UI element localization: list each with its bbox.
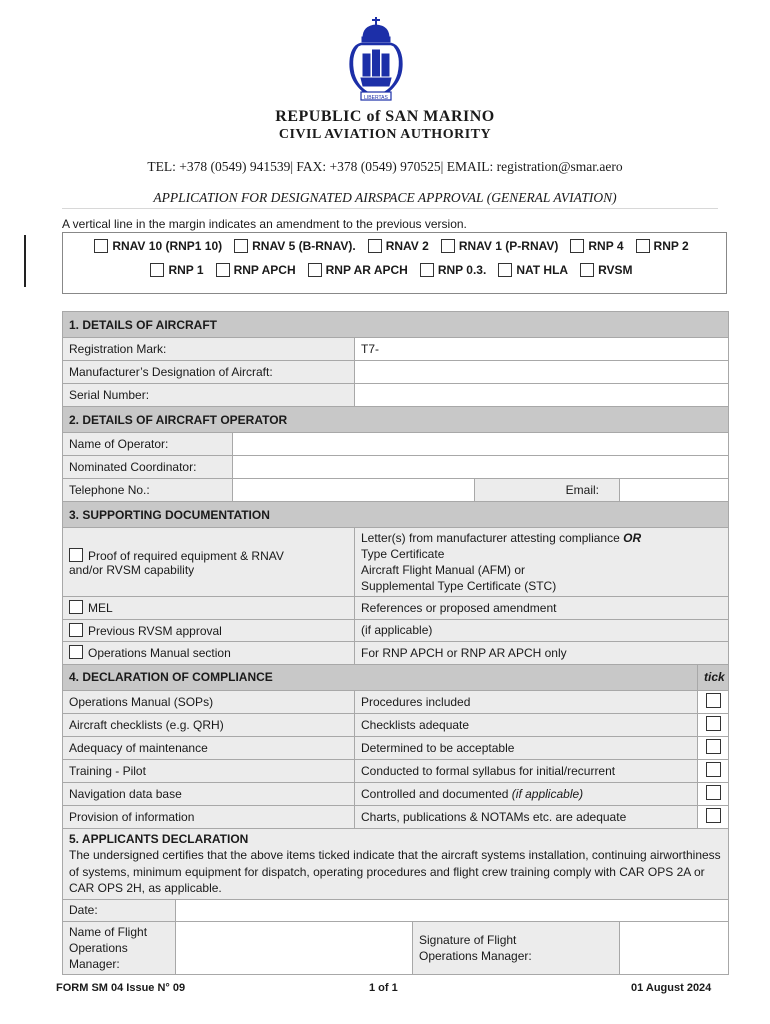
section-heading-aircraft: 1. DETAILS OF AIRCRAFT — [63, 312, 729, 338]
doc-operations-manual[interactable]: Operations Manual section — [63, 642, 355, 665]
label-telephone: Telephone No.: — [63, 479, 233, 502]
field-serial-number[interactable] — [355, 384, 729, 407]
compliance-criterion: Conducted to formal syllabus for initial/recurrent — [355, 759, 698, 782]
label-manufacturer-designation: Manufacturer’s Designation of Aircraft: — [63, 361, 355, 384]
checkbox-rnav2[interactable]: RNAV 2 — [368, 239, 429, 253]
checkbox-icon[interactable] — [706, 716, 721, 731]
checkbox-icon[interactable] — [498, 263, 512, 277]
tick-column-header: tick — [698, 664, 729, 690]
checkbox-icon[interactable] — [150, 263, 164, 277]
doc-mel[interactable]: MEL — [63, 597, 355, 620]
checkbox-icon[interactable] — [69, 645, 83, 659]
label-date: Date: — [63, 899, 176, 921]
compliance-tick[interactable] — [698, 759, 729, 782]
field-manufacturer-designation[interactable] — [355, 361, 729, 384]
field-operator-name[interactable] — [233, 433, 729, 456]
footer-page-number: 1 of 1 — [369, 982, 398, 994]
compliance-criterion: Procedures included — [355, 690, 698, 713]
checkbox-icon[interactable] — [420, 263, 434, 277]
checkbox-icon[interactable] — [570, 239, 584, 253]
checkbox-icon[interactable] — [69, 600, 83, 614]
checkbox-icon[interactable] — [308, 263, 322, 277]
label-name-flight-ops-manager: Name of Flight Operations Manager: — [63, 921, 176, 974]
divider — [62, 208, 718, 209]
checkbox-rnp-ar-apch[interactable]: RNP AR APCH — [308, 263, 408, 277]
checkbox-rvsm[interactable]: RVSM — [580, 263, 632, 277]
compliance-criterion: Controlled and documented (if applicable) — [355, 782, 698, 805]
compliance-criterion: Charts, publications & NOTAMs etc. are adequate — [355, 805, 698, 828]
checkbox-icon[interactable] — [580, 263, 594, 277]
compliance-item: Aircraft checklists (e.g. QRH) — [63, 713, 355, 736]
doc-previous-rvsm[interactable]: Previous RVSM approval — [63, 619, 355, 642]
nav-spec-selection — [62, 232, 727, 294]
checkbox-rnp1[interactable]: RNP 1 — [150, 263, 203, 277]
compliance-item: Operations Manual (SOPs) — [63, 690, 355, 713]
label-serial-number: Serial Number: — [63, 384, 355, 407]
checkbox-icon[interactable] — [216, 263, 230, 277]
application-title: APPLICATION FOR DESIGNATED AIRSPACE APPROVAL (GENERAL AVIATION) — [153, 190, 617, 205]
section-heading-documentation: 3. SUPPORTING DOCUMENTATION — [63, 502, 729, 528]
field-name-flight-ops-manager[interactable] — [176, 921, 413, 974]
checkbox-rnp2[interactable]: RNP 2 — [636, 239, 689, 253]
checkbox-rnav5[interactable]: RNAV 5 (B-RNAV). — [234, 239, 356, 253]
label-nominated-coordinator: Nominated Coordinator: — [63, 456, 233, 479]
doc-mel-description: References or proposed amendment — [355, 597, 729, 620]
field-signature-flight-ops-manager[interactable] — [620, 921, 729, 974]
field-nominated-coordinator[interactable] — [233, 456, 729, 479]
checkbox-rnav10[interactable]: RNAV 10 (RNP1 10) — [94, 239, 222, 253]
contact-info: TEL: +378 (0549) 941539| FAX: +378 (0549) 970525| EMAIL: registration@smar.aero — [147, 159, 623, 174]
label-signature-flight-ops-manager: Signature of Flight Operations Manager: — [413, 921, 620, 974]
checkbox-rnp4[interactable]: RNP 4 — [570, 239, 623, 253]
amendment-margin-line — [24, 235, 26, 287]
field-telephone[interactable] — [233, 479, 475, 502]
checkbox-icon[interactable] — [706, 762, 721, 777]
footer-date: 01 August 2024 — [631, 982, 712, 994]
compliance-tick[interactable] — [698, 782, 729, 805]
title-republic: REPUBLIC of SAN MARINO — [275, 108, 495, 125]
checkbox-icon[interactable] — [69, 548, 83, 562]
checkbox-icon[interactable] — [706, 739, 721, 754]
san-marino-crest-logo — [345, 16, 407, 108]
checkbox-rnav1[interactable]: RNAV 1 (P-RNAV) — [441, 239, 559, 253]
checkbox-icon[interactable] — [69, 623, 83, 637]
section-heading-operator: 2. DETAILS OF AIRCRAFT OPERATOR — [63, 407, 729, 433]
compliance-item: Navigation data base — [63, 782, 355, 805]
checkbox-icon[interactable] — [636, 239, 650, 253]
checkbox-icon[interactable] — [706, 693, 721, 708]
checkbox-icon[interactable] — [706, 808, 721, 823]
checkbox-icon[interactable] — [234, 239, 248, 253]
checkbox-icon[interactable] — [706, 785, 721, 800]
compliance-criterion: Determined to be acceptable — [355, 736, 698, 759]
checkbox-rnp03[interactable]: RNP 0.3. — [420, 263, 486, 277]
checkbox-icon[interactable] — [94, 239, 108, 253]
crest-motto: LIBERTAS — [364, 95, 388, 101]
amendment-note: A vertical line in the margin indicates an amendment to the previous version. — [62, 217, 467, 231]
application-form-table — [62, 311, 729, 975]
checkbox-icon[interactable] — [441, 239, 455, 253]
compliance-tick[interactable] — [698, 690, 729, 713]
declaration-text: The undersigned certifies that the above items ticked indicate that the aircraft systems installation, continuing airworthiness of systems, minimum equipment for dispatch, operating procedures and flight crew training comply with CAR OPS 2A or CAR OPS 2H, as applicable. — [69, 848, 721, 895]
section-heading-compliance: 4. DECLARATION OF COMPLIANCE — [63, 664, 698, 690]
doc-rvsm-description: (if applicable) — [355, 619, 729, 642]
field-email[interactable] — [620, 479, 729, 502]
checkbox-icon[interactable] — [368, 239, 382, 253]
compliance-tick[interactable] — [698, 713, 729, 736]
compliance-tick[interactable] — [698, 736, 729, 759]
section-heading-declaration: 5. APPLICANTS DECLARATION — [69, 831, 249, 846]
label-operator-name: Name of Operator: — [63, 433, 233, 456]
checkbox-nat-hla[interactable]: NAT HLA — [498, 263, 568, 277]
footer-form-id: FORM SM 04 Issue N° 09 — [56, 982, 186, 994]
compliance-item: Adequacy of maintenance — [63, 736, 355, 759]
field-registration-mark[interactable]: T7- — [355, 338, 729, 361]
checkbox-rnp-apch[interactable]: RNP APCH — [216, 263, 296, 277]
compliance-tick[interactable] — [698, 805, 729, 828]
doc-letters-description: Letter(s) from manufacturer attesting compliance OR Type Certificate Aircraft Flight Manual (AFM) or Supplemental Type Certificate (STC) — [355, 528, 729, 597]
doc-proof-equipment[interactable]: Proof of required equipment & RNAV and/or RVSM capability — [63, 528, 355, 597]
field-date[interactable] — [176, 899, 729, 921]
applicants-declaration — [63, 828, 729, 899]
title-authority: CIVIL AVIATION AUTHORITY — [278, 127, 492, 142]
doc-operations-description: For RNP APCH or RNP AR APCH only — [355, 642, 729, 665]
compliance-criterion: Checklists adequate — [355, 713, 698, 736]
compliance-item: Training - Pilot — [63, 759, 355, 782]
compliance-item: Provision of information — [63, 805, 355, 828]
label-registration-mark: Registration Mark: — [63, 338, 355, 361]
label-email: Email: — [475, 479, 620, 502]
